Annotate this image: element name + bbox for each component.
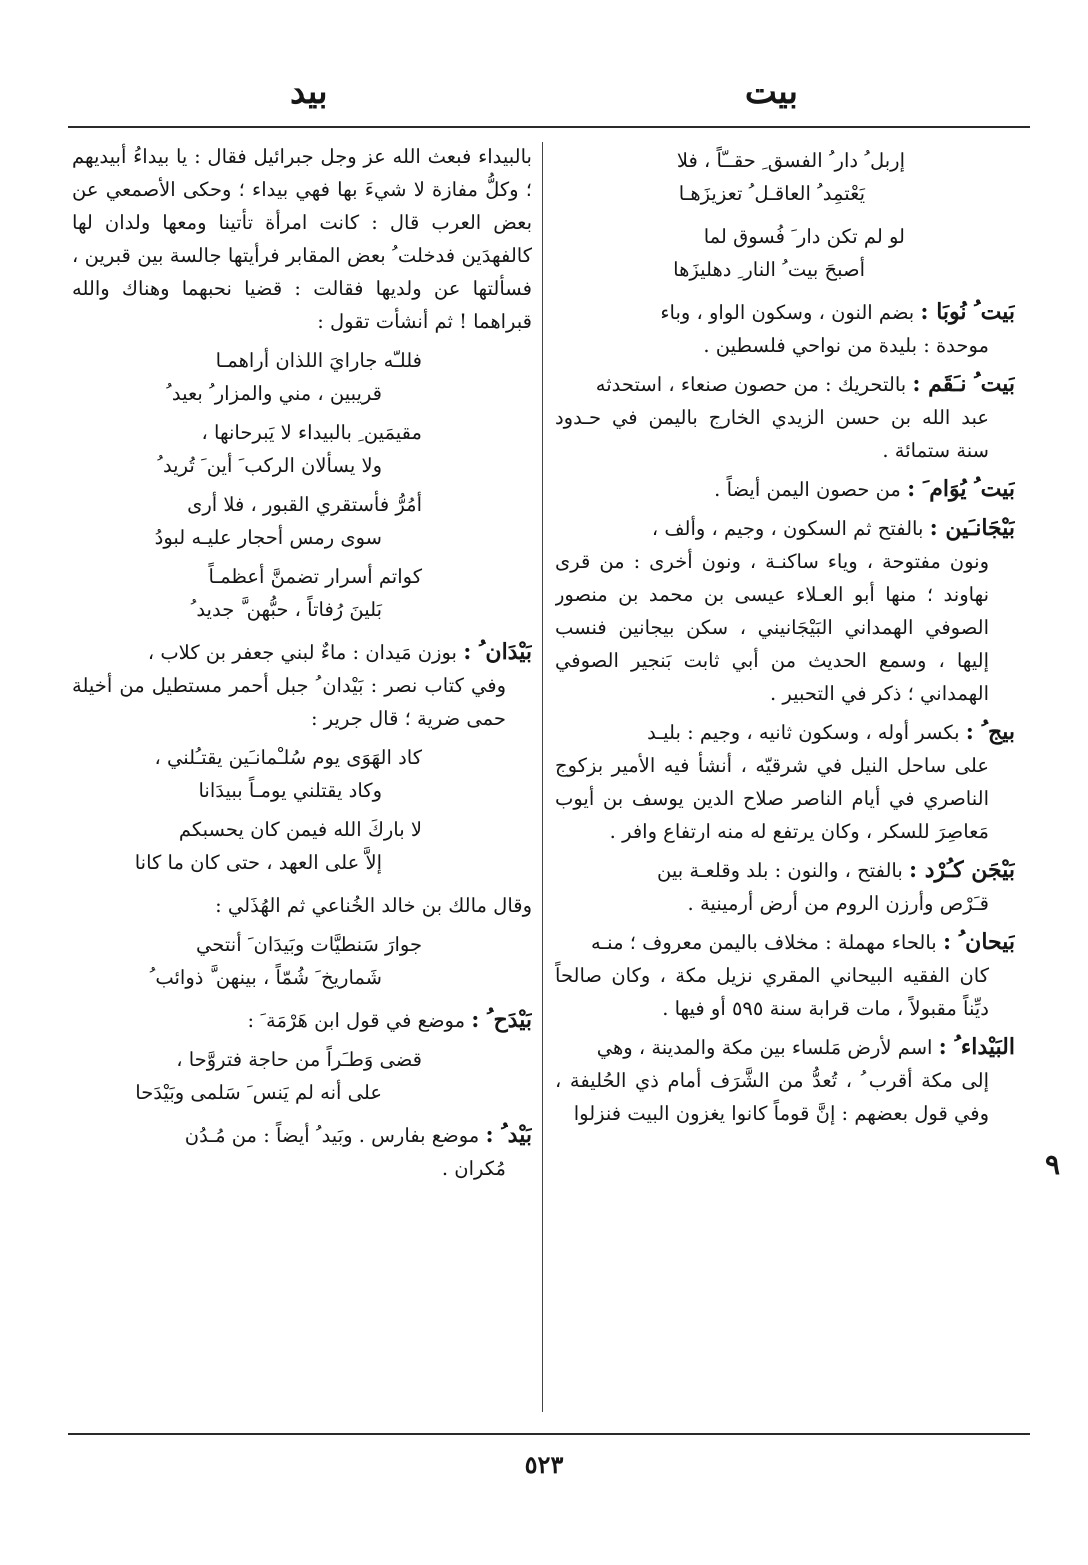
running-header-right: بيت <box>744 72 798 112</box>
verse-line: ولا يسألان الركب َ أين َ تُريد ُ <box>157 454 382 477</box>
entry-text: بوزن مَيدان : ماءٌ لبني جعفر بن كلاب ، <box>147 641 457 664</box>
entry-text: بضم النون ، وسكون الواو ، وباء <box>660 301 915 324</box>
verse-line: كاد الهَوَى يوم سُلـْمانـَين يقتـُلني ، <box>154 746 422 769</box>
verse <box>72 928 532 994</box>
verse-line: يَعْتمِد ُ العاقـل ُ تعزيزَهـا <box>678 182 865 205</box>
dictionary-entry <box>555 854 1015 920</box>
entry-text: موضع بفارس . وبَيد ُ أيضاً : من مُـدُن <box>184 1124 480 1147</box>
verse-line: قريبين ، مني والمزار ُ بعيد ُ <box>166 382 382 405</box>
verse-line: جوارَ سَنطيَّات وبَيدَان َ أنتحي <box>196 933 422 956</box>
verse <box>72 560 532 626</box>
headword: بَيْجَن كـُرْد : <box>908 857 1015 883</box>
dictionary-entry <box>555 926 1015 1025</box>
entry-continuation: إلى مكة أقرب ُ ، تُعدُّ من الشَّرَف أمام ذي الحُليفة ، وفي قول بعضهم : إنَّ قوماً كانوا يغزون البيت فنزلوا <box>555 1069 989 1125</box>
entry-text: بكسر أوله ، وسكون ثانيه ، وجيم : بليـد <box>647 721 960 744</box>
entry-text: بالفتح ، والنون : بلد وقلعـة بين <box>656 859 903 882</box>
entry-continuation: موحدة : بليدة من نواحي فلسطين . <box>703 334 989 357</box>
dictionary-entry <box>72 1004 532 1037</box>
paragraph: بالبيداء فبعث الله عز وجل جبرائيل فقال : يا بيداءُ أبيديهم ؛ وكلُّ مفازة لا شيءَ بها فهي بيداء ؛ وحكى الأصمعي عن بعض العرب قال : كانت امرأة تأتينا ومعها ولدان لها كالفهدَين فدخلت ُ بعض المقابر فرأيتها جالسة بين قبرين ، فسألتها عن ولديها فقالت : قضيا نحبهما وهناك والله قبراهما ! ثم أنشأت تقول : <box>72 145 532 333</box>
entry-text: بالحاء مهملة : مخلاف باليمن معروف ؛ منـه <box>591 931 937 954</box>
verse-line: لا باركَ الله فيمن كان يحسبكم <box>178 818 422 841</box>
headword: بَيْدَح ُ : <box>471 1007 532 1033</box>
entry-continuation: قـَرْص وأرزن الروم من أرض أرمينية . <box>687 892 989 915</box>
verse-group <box>72 1043 532 1109</box>
entry-text: اسم لأرض مَلساء بين مكة والمدينة ، وهي <box>596 1036 933 1059</box>
headword: بَيْدَان ُ : <box>463 639 532 665</box>
headword: بيج ُ : <box>965 719 1015 745</box>
headword: بَيت ُ نـَقَم : <box>912 371 1015 397</box>
entry-text: بالفتح ثم السكون ، وجيم ، وألف ، <box>651 517 924 540</box>
verse <box>72 344 532 410</box>
verse-line: فللـّه جارايَ اللذان أراهمـا <box>215 349 422 372</box>
running-header-left: بيد <box>290 72 328 112</box>
verse-group <box>555 144 1015 286</box>
verse-line: سوى رمس أحجار عليـه لبودُ <box>154 526 382 549</box>
entry-text: موضع في قول ابن هَرْمَة َ : <box>247 1009 466 1032</box>
verse-line: أمُرُّ فأستقري القبور ، فلا أرى <box>187 493 422 516</box>
dictionary-entry <box>555 512 1015 710</box>
dictionary-entry <box>555 1031 1015 1130</box>
margin-marker: ٩ <box>1045 1148 1061 1181</box>
dictionary-entry <box>555 296 1015 362</box>
entry-text: بالتحريك : من حصون صنعاء ، استحدثه <box>595 373 907 396</box>
verse <box>72 741 532 807</box>
entry-text: من حصون اليمن أيضاً . <box>714 478 901 501</box>
verse <box>555 144 1015 210</box>
dictionary-entry <box>555 368 1015 467</box>
verse-group <box>72 928 532 994</box>
dictionary-entry <box>555 473 1015 506</box>
headword: البَيْداء ُ : <box>938 1034 1015 1060</box>
verse-group <box>72 344 532 626</box>
left-column <box>72 140 532 1425</box>
headword: بَيت ُ يُوَام َ : <box>907 476 1015 502</box>
entry-continuation: وفي كتاب نصر : بَيْدان ُ جبل أحمر مستطيل من أخيلة حمى ضرية ؛ قال جرير : <box>72 674 506 730</box>
verse <box>72 813 532 879</box>
verse <box>72 1043 532 1109</box>
entry-continuation: على ساحل النيل في شرقيّه ، أنشأ فيه الأمير بزكوج الناصري في أيام الناصر صلاح الدين يوسف بن أيوب مَعاصِرَ للسكر ، وكان يرتفع له منه ارتفاع وافر . <box>555 754 989 843</box>
headword: بَيْد ُ : <box>485 1122 532 1148</box>
verse-line: بَلينَ رُفاتاً ، حبُّهن َّ جديد ُ <box>190 598 382 621</box>
verse <box>72 416 532 482</box>
dictionary-entry <box>555 716 1015 848</box>
entry-continuation: كان الفقيه البيحاني المقري نزيل مكة ، وكان صالحاً ديِّناً مقبولاً ، مات قرابة سنة ٥٩٥ أو فيها . <box>555 964 989 1020</box>
verse-line: كواتم أسرار تضمنَّ أعظمـاً <box>208 565 422 588</box>
verse-line: قضى وَطـَراً من حاجة فتروَّحا ، <box>176 1048 422 1071</box>
dictionary-entry <box>72 1119 532 1185</box>
verse-line: إلاَّ على العهد ، حتى كان ما كانا <box>134 851 382 874</box>
entry-continuation: عبد الله بن حسن الزيدي الخارج باليمن في حـدود سنة ستمائة . <box>555 406 989 462</box>
verse-line: على أنه لم يَنس َ سَلمى وبَيْدَحا <box>135 1081 382 1104</box>
headword: بَيت ُ نُوبَا : <box>920 299 1015 325</box>
verse-line: أصبحَ بيت ُ النار ِ دهليزَها <box>673 258 865 281</box>
page-number: ٥٢٣ <box>524 1450 564 1479</box>
verse <box>555 220 1015 286</box>
verse-line: شَماريخ َ شُمّاً ، بينهن َّ ذوائب ُ <box>149 966 382 989</box>
headword: بَيْجَانـَين : <box>929 515 1015 541</box>
verse <box>72 488 532 554</box>
column-divider <box>542 142 543 1412</box>
entry-continuation: ونون مفتوحة ، وياء ساكنـة ، ونون أخرى : من قرى نهاوند ؛ منها أبو العـلاء عيسى بن محمد بن منصور الصوفي الهمداني البَيْجَانيني ، سكن بيجانين فنسب إليها ، وسمع الحديث من أبي ثابت بَنجير الصوفي الهمداني ؛ ذكر في التحبير . <box>555 550 989 705</box>
right-column <box>555 140 1015 1425</box>
dictionary-entry <box>72 636 532 735</box>
paragraph: وقال مالك بن خالد الخُناعي ثم الهُذَلي : <box>215 894 532 917</box>
headword: بَيحان ُ : <box>942 929 1015 955</box>
verse-group <box>72 741 532 879</box>
verse-line: إربل ُ دار ُ الفسق ِ حقــّاً ، فلا <box>676 149 905 172</box>
verse-line: مقيمَين ِ بالبيداء لا يَبرحانها ، <box>201 421 422 444</box>
verse-line: وكاد يقتلني يومـاً ببيدَانا <box>198 779 382 802</box>
bottom-rule <box>68 1433 1030 1435</box>
verse-line: لو لم تكن دار َ فُسوق لما <box>703 225 905 248</box>
top-rule <box>68 126 1030 128</box>
entry-continuation: مُكران . <box>441 1157 506 1180</box>
